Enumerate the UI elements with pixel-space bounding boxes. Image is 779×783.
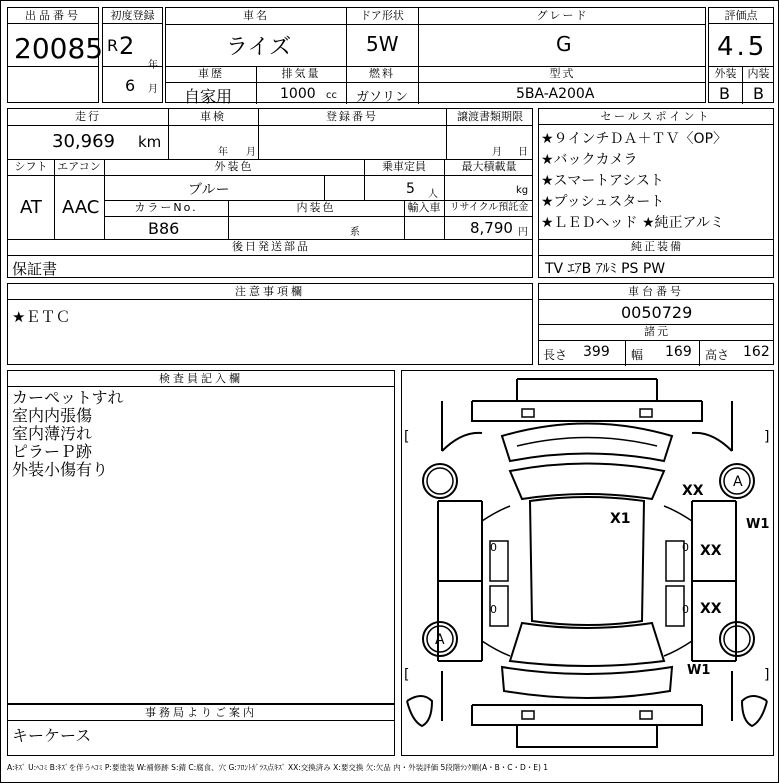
length-value: 399: [583, 344, 610, 360]
zero-right-front: 0: [682, 541, 689, 554]
score-value: 4.5: [717, 32, 768, 62]
bracket-front-left: [: [404, 429, 410, 445]
sales-point-item: ★９インチＤＡ＋ＴＶ〈OP〉: [541, 131, 728, 147]
inspector-label: 検査員記入欄: [8, 371, 394, 387]
mark-xx-right-rear-door: XX: [700, 601, 722, 617]
capacity: 5: [406, 181, 415, 197]
int-color-unit: 系: [350, 227, 360, 238]
max-load-label: 最大積載量: [461, 160, 517, 173]
office-value: キーケース: [12, 726, 92, 745]
door-type: 5W: [366, 32, 399, 56]
ext-color: ブルー: [188, 182, 230, 198]
inspector-note-line: カーペットすれ: [12, 388, 124, 407]
legend: A:ｷｽﾞ U:ﾍｺﾐ B:ｷｽﾞを伴うﾍｺﾐ P:要塗装 W:補修跡 S:錆 C:腐食、穴 G:ﾌﾛﾝﾄｶﾞﾗｽ点ｷｽﾞ XX:交換済み X:要交換 欠:欠品 内・外装評価 5段階ﾗﾝｸ順(A・B・C・D・E) 1: [7, 763, 549, 772]
capacity-label: 乗車定員: [382, 160, 426, 173]
grade: G: [556, 32, 572, 56]
sales-point-item: ★バックカメラ: [541, 152, 638, 168]
height-value: 162: [743, 344, 770, 360]
car-name-label: 車名: [243, 9, 269, 22]
capacity-unit: 人: [428, 189, 438, 200]
sales-points-label: セールスポイント: [539, 109, 773, 125]
era-year: 2: [119, 32, 135, 60]
sales-point-item: ★ＬＥＤヘッド ★純正アルミ: [541, 215, 724, 231]
year-unit: 年: [148, 60, 158, 71]
history-label: 車歴: [198, 67, 224, 80]
bracket-rear-right: ]: [764, 667, 770, 683]
car-damage-diagram: [402, 371, 773, 755]
interior-grade-label: 内装: [747, 67, 770, 80]
exterior-grade: B: [719, 84, 730, 103]
mark-a-left-rear-wheel: A: [435, 632, 445, 648]
color-no: B86: [148, 219, 180, 238]
inspector-notes: [12, 389, 124, 479]
grade-label: グレード: [536, 9, 589, 22]
equipment-label: 純正装備: [631, 240, 683, 253]
main-spec-box: [165, 7, 706, 106]
interior-grade: B: [753, 84, 764, 103]
mileage-unit: km: [138, 133, 162, 151]
lot-number-label: 出品番号: [8, 8, 98, 24]
height-label: 高さ: [705, 348, 730, 362]
import-label: 輸入車: [407, 201, 441, 214]
notes-value: ★ＥＴＣ: [12, 308, 71, 326]
mark-w1-right-side: W1: [746, 517, 770, 532]
lot-number: 20085: [14, 32, 104, 65]
inspection-label: 車検: [200, 110, 226, 123]
transfer-month-unit: 月: [492, 147, 502, 158]
bracket-front-right: ]: [764, 429, 770, 445]
chassis-box: [538, 283, 774, 365]
width-label: 幅: [631, 348, 644, 362]
displacement-label: 排気量: [281, 67, 321, 80]
car-history: 自家用: [184, 87, 233, 106]
inspector-note-line: 室内内張傷: [12, 406, 93, 425]
mileage: 30,969: [52, 131, 115, 152]
inspection-month-unit: 月: [246, 147, 256, 158]
zero-left-rear: 0: [490, 603, 497, 616]
shift: AT: [20, 197, 42, 218]
sales-point-item: ★スマートアシスト: [541, 173, 664, 189]
notes-label: 注意事項欄: [8, 284, 532, 300]
shift-label: シフト: [14, 160, 48, 173]
mark-xx-right-front-fender: XX: [682, 483, 704, 499]
air-conditioner: AAC: [62, 197, 100, 218]
fuel-type: ガソリン: [356, 90, 409, 105]
score-label: 評価点: [709, 8, 773, 24]
inspector-box: [7, 370, 395, 704]
later-parts: 保証書: [12, 260, 58, 278]
month-unit: 月: [148, 84, 158, 95]
lot-number-box: [7, 7, 104, 103]
sales-points-list: [541, 129, 727, 234]
inspector-note-line: 外装小傷有り: [12, 460, 109, 479]
color-no-label: カラーNo.: [134, 201, 198, 214]
chassis-label: 車台番号: [539, 284, 773, 300]
zero-left-front: 0: [490, 541, 497, 554]
max-load-unit: kg: [516, 185, 529, 196]
vehicle-details-box: [7, 108, 533, 278]
displacement: 1000: [280, 86, 316, 102]
first-registration-box: [102, 7, 163, 103]
car-name: ライズ: [226, 35, 292, 60]
mark-xx-right-front-door: XX: [700, 543, 722, 559]
notes-box: [7, 283, 533, 365]
sales-point-item: ★プッシュスタート: [541, 194, 665, 210]
ext-color-label: 外装色: [214, 160, 254, 173]
model-code: 5BA-A200A: [516, 86, 595, 102]
reg-no-label: 登録番号: [326, 110, 378, 123]
recycle-fee: 8,790: [470, 219, 513, 237]
first-reg-month: 6: [125, 76, 136, 95]
inspector-note-line: ピラーＰ跡: [12, 442, 93, 461]
bracket-rear-left: [: [404, 667, 410, 683]
mileage-label: 走行: [75, 110, 101, 123]
width-value: 169: [665, 344, 692, 360]
mark-w1-rear: W1: [687, 663, 711, 678]
exterior-grade-label: 外装: [714, 67, 737, 80]
first-registration-label: 初度登録: [103, 8, 162, 24]
mark-x1-roof: X1: [610, 511, 631, 527]
recycle-label: リサイクル預託金: [449, 202, 529, 213]
inspector-note-line: 室内薄汚れ: [12, 424, 93, 443]
transfer-label: 譲渡書類期限: [457, 110, 523, 123]
mark-a-right-front-wheel: A: [733, 474, 743, 490]
later-parts-label: 後日発送部品: [232, 240, 310, 253]
equipment-value: TV ｴｱB ｱﾙﾐ PS PW: [545, 261, 666, 277]
door-label: ドア形状: [360, 9, 404, 22]
fuel-label: 燃料: [369, 67, 395, 80]
damage-diagram-box: [401, 370, 774, 756]
sales-points-box: [538, 108, 774, 278]
model-label: 型式: [549, 67, 576, 80]
recycle-unit: 円: [518, 227, 528, 238]
office-label: 事務局よりご案内: [8, 705, 394, 721]
era: R: [107, 36, 119, 55]
displacement-unit: cc: [326, 90, 337, 101]
transfer-day-unit: 日: [518, 147, 528, 158]
int-color-label: 内装色: [296, 201, 336, 214]
chassis-number: 0050729: [621, 303, 693, 322]
dimensions-label: 諸元: [644, 325, 670, 338]
score-box: [708, 7, 774, 103]
length-label: 長さ: [543, 348, 568, 362]
zero-right-rear: 0: [682, 603, 689, 616]
inspection-year-unit: 年: [218, 147, 228, 158]
ac-label: エアコン: [57, 160, 101, 173]
office-box: [7, 704, 395, 756]
